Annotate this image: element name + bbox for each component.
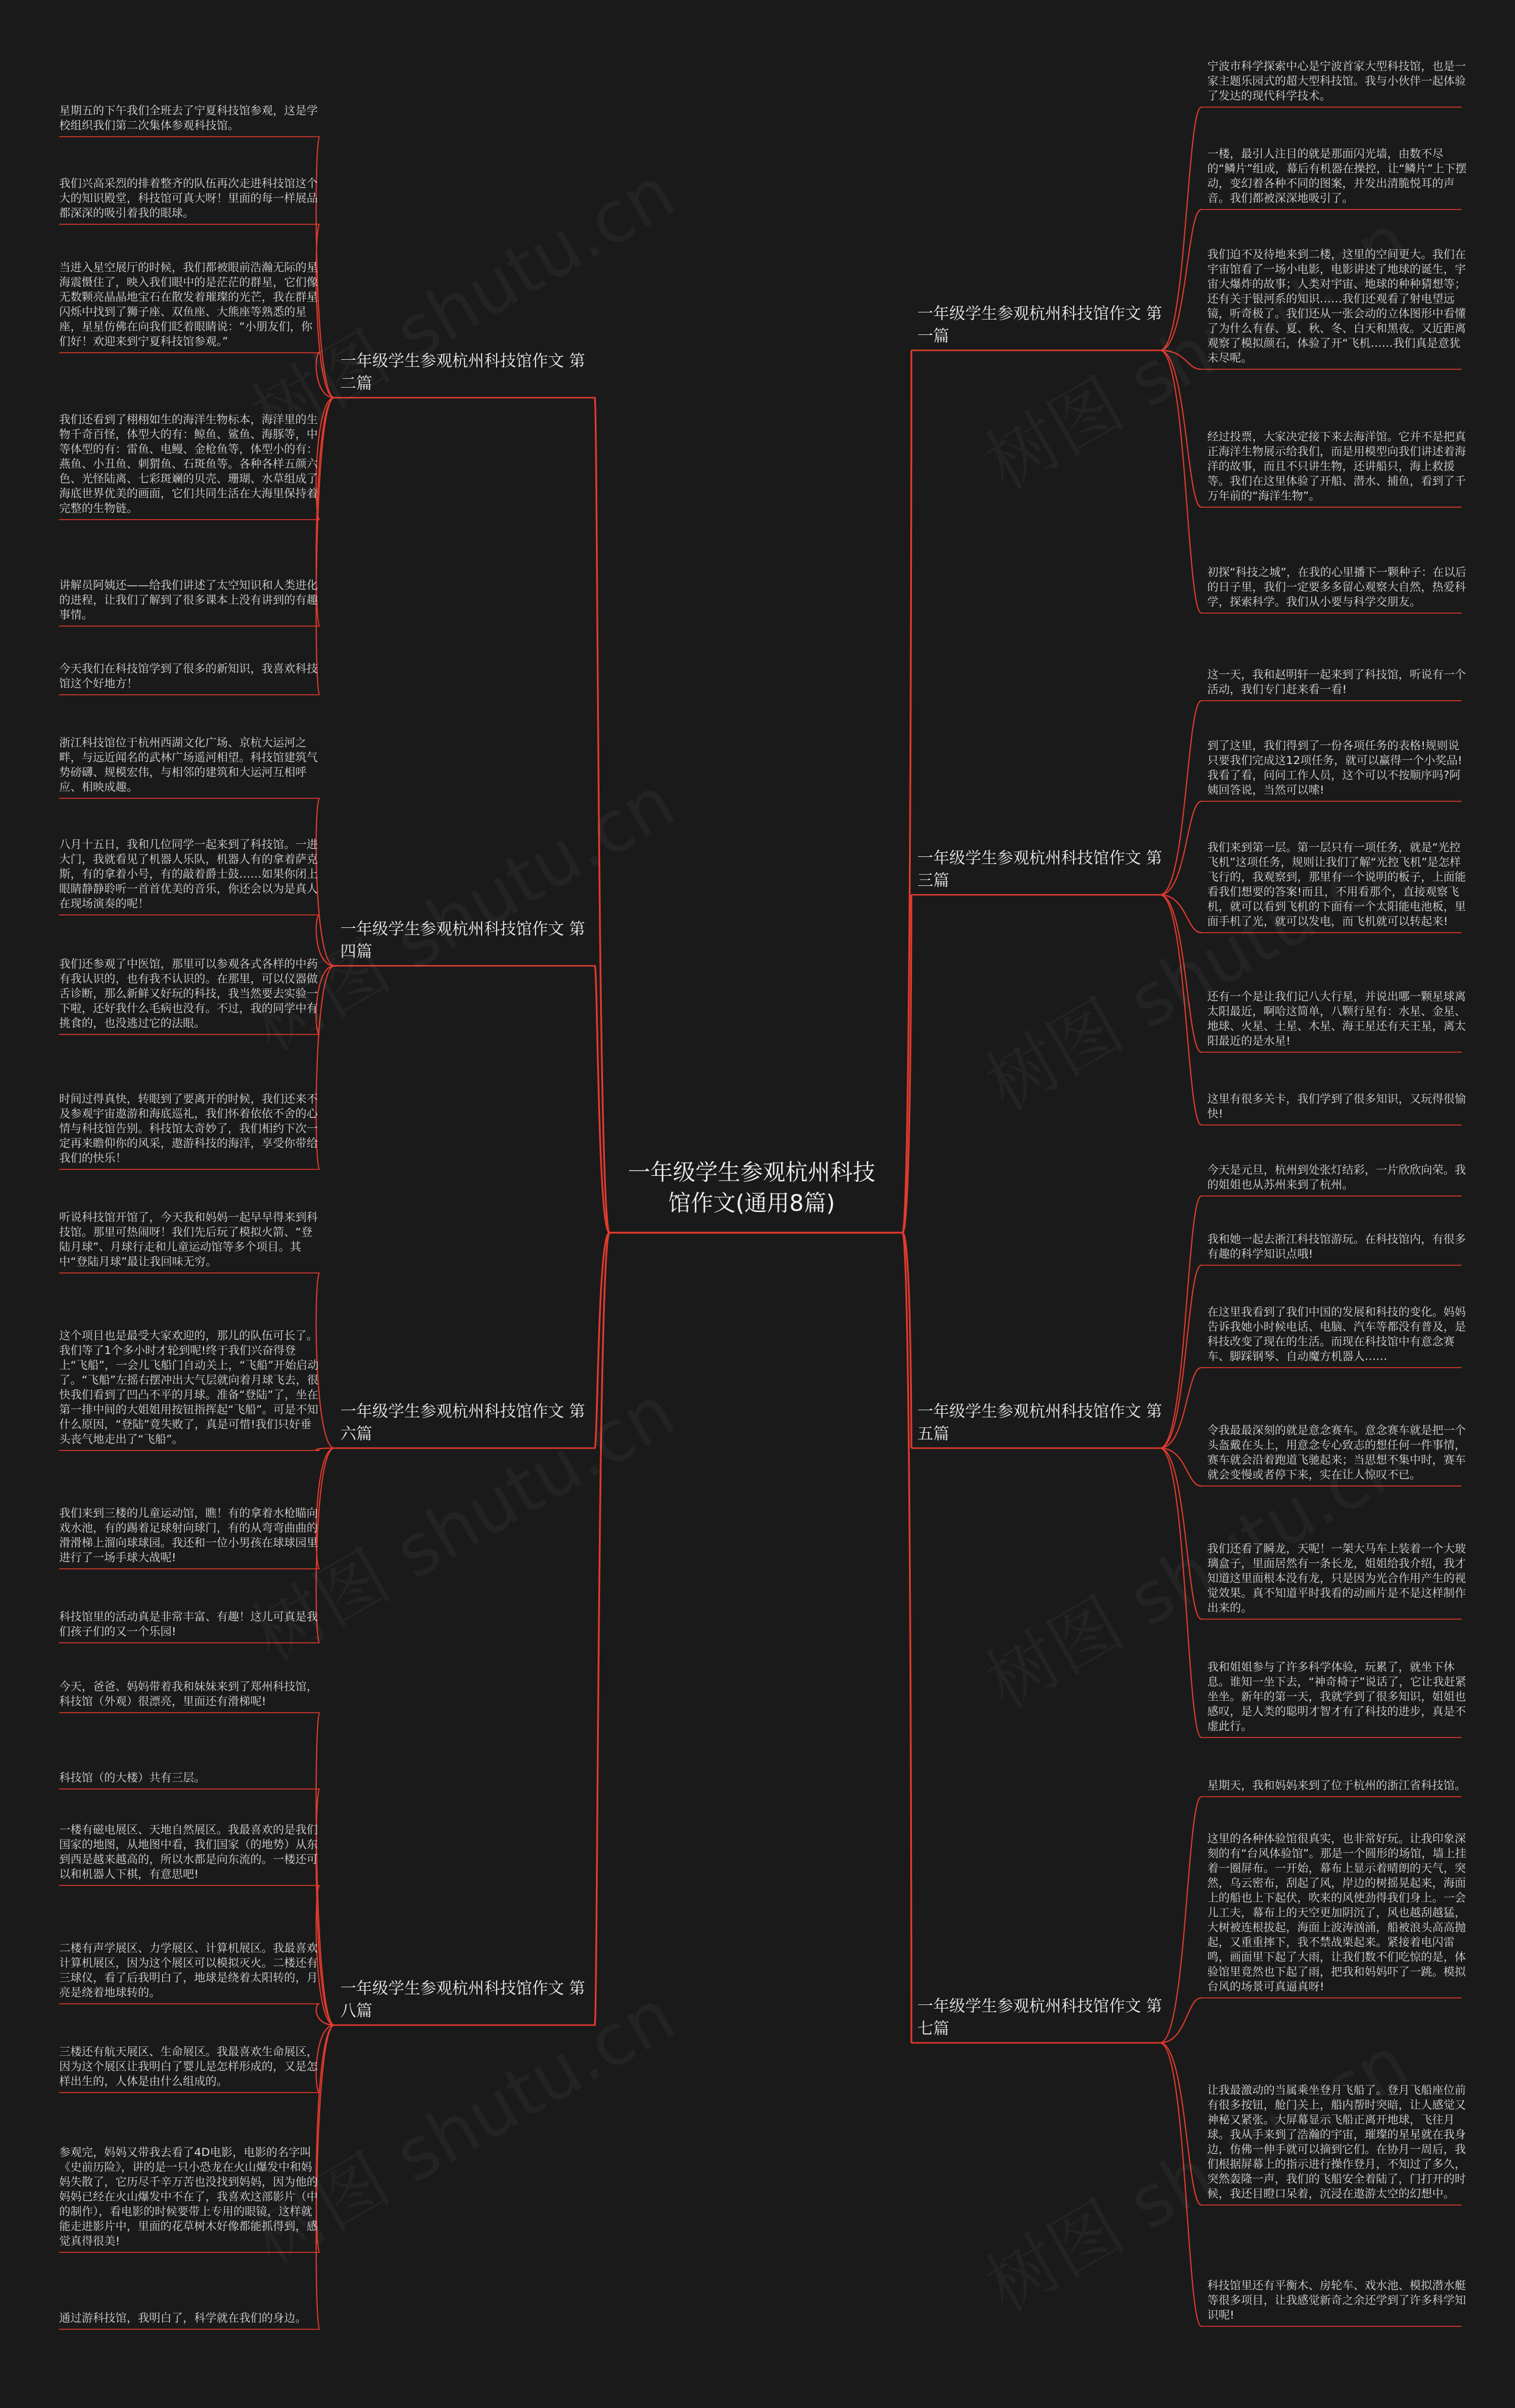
branch-leaf-connector <box>1160 350 1201 613</box>
leaf-text: 今天是元旦，杭州到处张灯结彩，一片欣欣向荣。我的姐姐也从苏州来到了杭州。 <box>1207 1163 1466 1191</box>
leaf-text: 我们还看到了栩栩如生的海洋生物标本，海洋里的生物千奇百怪，体型大的有：鲸鱼、鲨鱼、海豚等，中等体型的有：雷鱼、电鳗、金枪鱼等，体型小的有：燕鱼、小丑鱼、刺猬鱼、石斑鱼等。各种各样五颜六色、光怪陆离、七彩斑斓的贝壳、珊瑚、水草组成了海底世界优美的画面，它们共同生活在大海里保持着完整的生物链。 <box>59 413 318 515</box>
branch-leaf-connector <box>1160 209 1201 350</box>
leaf-text: 我们来到第一层。第一层只有一项任务，就是“光控飞机”这项任务，规则让我们了解“光控飞机”是怎样飞行的，我观察到，那里有一个说明的板子，上面能看我们想要的答案!而且，不用看那个，直接观察飞机，就可以看到飞机的下面有一个太阳能电池板，里面手机了光，就可以发电，而飞机就可以转起来! <box>1207 841 1466 928</box>
branch-b3[interactable]: 一年级学生参观杭州科技馆作文 第三篇 <box>917 849 1162 890</box>
leaf-text: 这个项目也是最受大家欢迎的，那儿的队伍可长了。我们等了1个多小时才轮到呢!终于我们兴奋得登上“飞船”，一会儿飞船门自动关上，“飞船”开始启动了。“飞船”左摇右摆冲出大气层就向着月球飞去，很快我们看到了凹凸不平的月球。准备“登陆”了，坐在第一排中间的大姐姐用按钮指挥起“飞船”。可是不知什么原因，“登陆”竟失败了，真是可惜!我们只好垂头丧气地走出了“飞船”。 <box>59 1329 319 1446</box>
branch-leaf-connector <box>1160 2043 1201 2326</box>
leaf-text: 浙江科技馆位于杭州西湖文化广场、京杭大运河之畔，与远近闻名的武林广场遥河相望。科技馆建筑气势磅礴、规模宏伟，与相邻的建筑和大运河互相呼应、相映成趣。 <box>59 736 318 794</box>
leaf-text: 一楼，最引人注目的就是那面闪光墙，由数不尽的“鳞片”组成，幕后有机器在操控，让“鳞片”上下摆动，变幻着各种不同的图案，并发出清脆悦耳的声音。我们都被深深地吸引了。 <box>1207 147 1467 205</box>
leaf-text: 听说科技馆开馆了，今天我和妈妈一起早早得来到科技馆。那里可热闹呀！我们先后玩了模拟火箭、“登陆月球”、月球行走和儿童运动馆等多个项目。其中“登陆月球”最让我回味无穷。 <box>59 1211 318 1268</box>
branch-b7[interactable]: 一年级学生参观杭州科技馆作文 第七篇 <box>917 1997 1162 2038</box>
leaf-text: 八月十五日，我和几位同学一起来到了科技馆。一进大门，我就看见了机器人乐队，机器人有的拿着萨克斯，有的拿着小号，有的敲着爵士鼓……如果你闭上眼睛静静聆听一首首优美的音乐，你还会以为是真人在现场演奏的呢！ <box>59 838 318 910</box>
leaf-text: 我们还参观了中医馆，那里可以参观各式各样的中药有我认识的，也有我不认识的。在那里，可以仪器做舌诊断，那么新鲜又好玩的科技，我当然要去实验一下啦，还好我什么毛病也没有。不过，我的同学中有挑食的，也没逃过它的法眼。 <box>59 958 318 1030</box>
leaf-text: 今天我们在科技馆学到了很多的新知识，我喜欢科技馆这个好地方！ <box>59 662 318 690</box>
leaf-text: 一楼有磁电展区、天地自然展区。我最喜欢的是我们国家的地图，从地图中看，我们国家（的地势）从东到西是越来越高的，所以水都是向东流的。一楼还可以和机器人下棋，有意思吧! <box>59 1823 318 1881</box>
leaf-text: 科技馆（的大楼）共有三层。 <box>59 1771 206 1784</box>
leaf-text: 我和姐姐参与了许多科学体验，玩累了，就坐下休息。谁知一坐下去，“神奇椅子”说话了，它让我赶紧坐坐。新年的第一天，我就学到了很多知识，姐姐也感叹，是人类的聪明才智才有了科技的进步，真是不虚此行。 <box>1207 1661 1466 1733</box>
leaf-text: 让我最激动的当属乘坐登月飞船了。登月飞船座位前有很多按钮，舱门关上，船内帮时突暗，让人感觉又神秘又紧张。大屏幕显示飞船正离开地球，飞往月球。我从手来到了浩瀚的宇宙，璀璨的星星就在我身边，仿佛一伸手就可以摘到它们。在协月一周后，我们根据屏幕上的指示进行操作登月，不知过了多久，突然轰隆一声，我们的飞船安全着陆了，门打开的时候，我还目瞪口呆着，沉浸在遨游太空的幻想中。 <box>1207 2084 1466 2200</box>
leaf-text: 科技馆里还有平衡木、房轮车、戏水池、模拟潜水艇等很多项目，让我感觉新奇之余还学到了许多科学知识呢! <box>1207 2279 1466 2322</box>
branch-b4[interactable]: 一年级学生参观杭州科技馆作文 第四篇 <box>340 920 585 961</box>
leaf-text: 我们来到三楼的儿童运动馆，瞧！有的拿着水枪瞄向戏水池，有的踢着足球射向球门，有的从弯弯曲曲的滑滑梯上溜向球球园。我还和一位小男孩在球球园里进行了一场手球大战呢! <box>59 1507 318 1564</box>
branch-leaf-connector <box>1160 1368 1201 1448</box>
branch-b6[interactable]: 一年级学生参观杭州科技馆作文 第六篇 <box>340 1403 585 1443</box>
branch-leaf-connector <box>1160 1265 1201 1448</box>
leaf-text: 二楼有声学展区、力学展区、计算机展区。我最喜欢计算机展区，因为这个展区可以模拟灭火。二楼还有三球仪，看了后我明白了，地球是绕着太阳转的，月亮是绕着地球转的。 <box>59 1942 318 1999</box>
leaf-text: 在这里我看到了我们中国的发展和科技的变化。妈妈告诉我她小时候电话、电脑、汽车等都没有普及，是科技改变了现在的生活。而现在科技馆中有意念赛车、脚踩钢琴、自动魔方机器人…… <box>1207 1305 1466 1363</box>
leaf-text: 我和她一起去浙江科技馆游玩。在科技馆内，有很多有趣的科学知识点哦! <box>1207 1233 1466 1261</box>
leaf-text: 参观完，妈妈又带我去看了4D电影，电影的名字叫《史前历险》，讲的是一只小恐龙在火山爆发中和妈妈失散了，它历尽千辛万苦也没找到妈妈，因为他的妈妈已经在火山爆发中不在了，我喜欢这部影片（中的制作），看电影的时候要带上专用的眼镜，这样就能走进影片中，里面的花草树木好像都能抓得到，感觉真得很美! <box>59 2146 318 2248</box>
leaf-text: 时间过得真快，转眼到了要离开的时候，我们还来不及参观宇宙遨游和海底巡礼，我们怀着依依不舍的心情与科技馆告别。科技馆太奇妙了，我们相约下次一定再来瞻仰你的风采，遨游科技的海洋，享受你带给我们的快乐！ <box>59 1092 318 1165</box>
leaf-text: 这一天，我和赵明轩一起来到了科技馆，听说有一个活动，我们专门赶来看一看! <box>1207 668 1466 696</box>
leaf-text: 我们还看了瞬龙，天呢！一架大马车上装着一个大玻璃盒子，里面居然有一条长龙，姐姐给我介绍，我才知道这里面根本没有龙，只是因为光合作用产生的视觉效果。真不知道平时我看的动画片是不是这样制作出来的。 <box>1207 1542 1466 1614</box>
branch-b5[interactable]: 一年级学生参观杭州科技馆作文 第五篇 <box>917 1403 1162 1443</box>
branch-b1[interactable]: 一年级学生参观杭州科技馆作文 第一篇 <box>917 305 1162 346</box>
branch-leaf-connector <box>1160 895 1201 1052</box>
leaf-text: 经过投票，大家决定接下来去海洋馆。它并不是把真正海洋生物展示给我们，而是用模型向我们讲述着海洋的故事，而且不只讲生物，还讲船只，海上救援等。我们在这里体验了开船、潜水、捕鱼，看到了千万年前的“海洋生物”。 <box>1207 430 1466 502</box>
branch-leaf-connector <box>1160 1196 1201 1448</box>
leaf-text: 科技馆里的活动真是非常丰富、有趣！这儿可真是我们孩子们的又一个乐园! <box>59 1610 318 1638</box>
branch-leaf-connector <box>1160 1998 1201 2043</box>
root-topic[interactable]: 一年级学生参观杭州科技馆作文(通用8篇) <box>627 1159 875 1216</box>
leaf-text: 星期五的下午我们全班去了宁夏科技馆参观，这是学校组织我们第二次集体参观科技馆。 <box>59 104 318 132</box>
leaf-text: 初探“科技之城”，在我的心里播下一颗种子：在以后的日子里，我们一定要多多留心观察大自然，热爱科学，探索科学。我们从小要与科学交朋友。 <box>1207 566 1466 608</box>
root-branch-connector <box>595 1233 610 2025</box>
leaf-text: 讲解员阿姨还——给我们讲述了太空知识和人类进化的进程，让我们了解到了很多课本上没有讲到的有趣事情。 <box>59 579 318 621</box>
leaf-text: 到了这里，我们得到了一份各项任务的表格!规则说只要我们完成这12项任务，就可以赢得一个小奖品!我看了看，问问工作人员，这个可以不按顺序吗?阿姨回答说，当然可以嗦! <box>1207 739 1462 797</box>
branch-leaf-connector <box>1160 107 1201 350</box>
leaf-text: 我们兴高采烈的排着整齐的队伍再次走进科技馆这个大的知识殿堂，科技馆可真大呀！里面的每一样展品都深深的吸引着我的眼球。 <box>59 177 318 220</box>
leaf-text: 还有一个是让我们记八大行星，并说出哪一颗星球离太阳最近，啊哈这简单，八颗行星有：水星、金星、地球、火星、土星、木星、海王星还有天王星，离太阳最近的是水星! <box>1207 990 1466 1047</box>
leaf-text: 这里有很多关卡，我们学到了很多知识，又玩得很愉快! <box>1207 1092 1466 1120</box>
branch-leaf-connector <box>1160 801 1201 895</box>
branch-b8[interactable]: 一年级学生参观杭州科技馆作文 第八篇 <box>340 1980 585 2020</box>
leaf-text: 通过游科技馆，我明白了，科学就在我们的身边。 <box>59 2312 307 2325</box>
leaf-text: 宁波市科学探索中心是宁波首家大型科技馆，也是一家主题乐园式的超大型科技馆。我与小伙伴一起体验了发达的现代科学技术。 <box>1207 60 1466 102</box>
root-branch-connector <box>595 398 610 1233</box>
leaf-text: 这里的各种体验馆很真实，也非常好玩。让我印象深刻的有“台风体验馆”。那是一个圆形的场馆，墙上挂着一圈屏布。一开始，幕布上显示着晴朗的天气，突然，乌云密布，刮起了风，岸边的树摇晃起来，海面上的船也上下起伏，吹来的风使劲得我们身上。一会儿工夫，幕布上的天空更加阴沉了，风也越刮越猛，大树被连根拔起，海面上波涛汹涌，船被浪头高高抛起，又重重摔下，我不禁战栗起来。紧接着电闪雷鸣，画面里下起了大雨，让我们数不们吃惊的是，体验馆里竟然也下起了雨，把我和妈妈吓了一跳。模拟台风的场景可真逼真呀! <box>1207 1832 1466 1993</box>
branch-leaf-connector <box>1160 2043 1201 2205</box>
leaf-text: 当进入星空展厅的时候，我们都被眼前浩瀚无际的星海震慑住了，映入我们眼中的是茫茫的群星，它们像无数颗亮晶晶地宝石在散发着璀璨的光芒，我在群星闪烁中找到了狮子座、双鱼座、大熊座等熟悉的星座，星星仿佛在向我们眨着眼睛说：“小朋友们，你们好！欢迎来到宁夏科技馆参观。” <box>59 261 318 348</box>
branch-b2[interactable]: 一年级学生参观杭州科技馆作文 第二篇 <box>340 352 585 393</box>
leaf-text: 星期天，我和妈妈来到了位于杭州的浙江省科技馆。 <box>1207 1779 1466 1792</box>
branch-leaf-connector <box>1160 1797 1201 2043</box>
leaf-text: 我们迫不及待地来到二楼，这里的空间更大。我们在宇宙馆看了一场小电影，电影讲述了地球的诞生，宇宙大爆炸的故事；人类对宇宙、地球的种种猜想等；还有关于银河系的知识……我们还观看了射电望远镜，听奇极了。我们还从一张会动的立体图形中看懂了为什么有春、夏、秋、冬、白天和黑夜。又近距离观察了模拟颜石，体验了开“飞机……我们真是意犹未尽呢。 <box>1207 248 1466 365</box>
leaf-text: 三楼还有航天展区、生命展区。我最喜欢生命展区，因为这个展区让我明白了婴儿是怎样形成的，又是怎样出生的，人体是由什么组成的。 <box>59 2045 318 2088</box>
branch-leaf-connector <box>1160 1448 1201 1738</box>
leaf-text: 今天，爸爸、妈妈带着我和妹妹来到了郑州科技馆，科技馆（外观）很漂亮，里面还有滑梯呢! <box>59 1680 318 1708</box>
leaf-text: 令我最最深刻的就是意念赛车。意念赛车就是把一个头盔戴在头上，用意念专心致志的想任何一件事情，赛车就会沿着跑道飞驰起来；当思想不集中时，赛车就会变慢或者停下来，实在让人惊叹不已。 <box>1207 1424 1466 1481</box>
